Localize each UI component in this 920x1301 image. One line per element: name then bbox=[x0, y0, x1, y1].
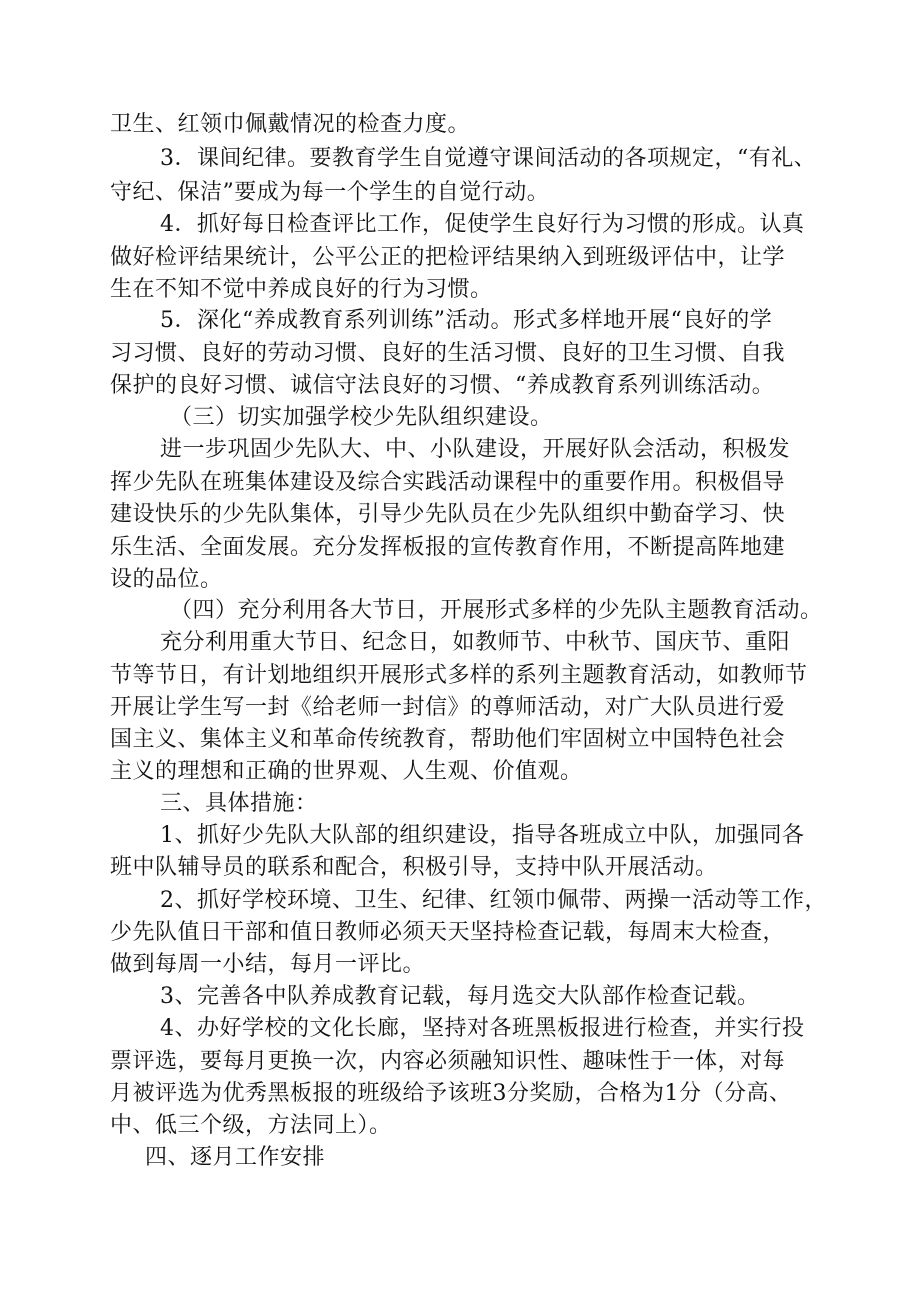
paragraph-line: 少先队值日干部和值日教师必须天天坚持检查记载，每周末大检查， bbox=[110, 920, 786, 945]
paragraph-line: 主义的理想和正确的世界观、人生观、价值观。 bbox=[110, 759, 583, 784]
section-heading: 三、具体措施： bbox=[160, 791, 318, 816]
paragraph-line: 设的品位。 bbox=[110, 567, 223, 592]
paragraph-line: 节等节日，有计划地组织开展形式多样的系列主题教育活动，如教师节 bbox=[110, 663, 808, 688]
paragraph-line: 乐生活、全面发展。充分发挥板报的宣传教育作用，不断提高阵地建 bbox=[110, 535, 786, 560]
paragraph-line: 习习惯、良好的劳动习惯、良好的生活习惯、良好的卫生习惯、自我 bbox=[110, 341, 786, 366]
paragraph-line: 国主义、集体主义和革命传统教育，帮助他们牢固树立中国特色社会 bbox=[110, 727, 786, 752]
paragraph-line: 5．深化“养成教育系列训练”活动。形式多样地开展“良好的学 bbox=[160, 308, 773, 333]
paragraph-line: 2、抓好学校环境、卫生、纪律、红领巾佩带、两操一活动等工作， bbox=[160, 888, 827, 913]
paragraph-line: 班中队辅导员的联系和配合，积极引导，支持中队开展活动。 bbox=[110, 855, 718, 880]
paragraph-line: 票评选，要每月更换一次，内容必须融知识性、趣味性于一体，对每 bbox=[110, 1049, 786, 1074]
paragraph-line: 守纪、保洁”要成为每一个学生的自觉行动。 bbox=[110, 180, 550, 205]
paragraph-line: 1、抓好少先队大队部的组织建设，指导各班成立中队，加强同各 bbox=[160, 823, 805, 848]
paragraph-line: 进一步巩固少先队大、中、小队建设，开展好队会活动，积极发 bbox=[160, 437, 791, 462]
paragraph-line: 做好检评结果统计，公平公正的把检评结果纳入到班级评估中，让学 bbox=[110, 245, 786, 270]
paragraph-line: 4．抓好每日检查评比工作，促使学生良好行为习惯的形成。认真 bbox=[160, 212, 805, 237]
paragraph-line: 月被评选为优秀黑板报的班级给予该班3分奖励，合格为1分（分高、 bbox=[110, 1081, 792, 1106]
section-heading: （四）充分利用各大节日，开展形式多样的少先队主题教育活动。 bbox=[170, 598, 823, 623]
paragraph-line: 挥少先队在班集体建设及综合实践活动课程中的重要作用。积极倡导 bbox=[110, 470, 786, 495]
paragraph-line: 4、办好学校的文化长廊，坚持对各班黑板报进行检查，并实行投 bbox=[160, 1016, 805, 1041]
paragraph-line: 充分利用重大节日、纪念日，如教师节、中秋节、国庆节、重阳 bbox=[160, 630, 791, 655]
paragraph-line: 建设快乐的少先队集体，引导少先队员在少先队组织中勤奋学习、快 bbox=[110, 502, 786, 527]
paragraph-line: 3、完善各中队养成教育记载，每月选交大队部作检查记载。 bbox=[160, 984, 760, 1009]
paragraph-line: 保护的良好习惯、诚信守法良好的习惯、“养成教育系列训练活动。 bbox=[110, 373, 775, 398]
paragraph-line: 做到每周一小结，每月一评比。 bbox=[110, 952, 426, 977]
section-heading: 四、逐月工作安排 bbox=[145, 1145, 326, 1170]
paragraph-line: 生在不知不觉中养成良好的行为习惯。 bbox=[110, 277, 493, 302]
section-heading: （三）切实加强学校少先队组织建设。 bbox=[170, 405, 553, 430]
paragraph-line: 中、低三个级，方法同上）。 bbox=[110, 1113, 392, 1138]
paragraph-line: 开展让学生写一封《给老师一封信》的尊师活动，对广大队员进行爱 bbox=[110, 695, 786, 720]
paragraph-line: 卫生、红领巾佩戴情况的检查力度。 bbox=[110, 112, 471, 137]
paragraph-line: 3．课间纪律。要教育学生自觉遵守课间活动的各项规定，“有礼、 bbox=[160, 146, 817, 171]
